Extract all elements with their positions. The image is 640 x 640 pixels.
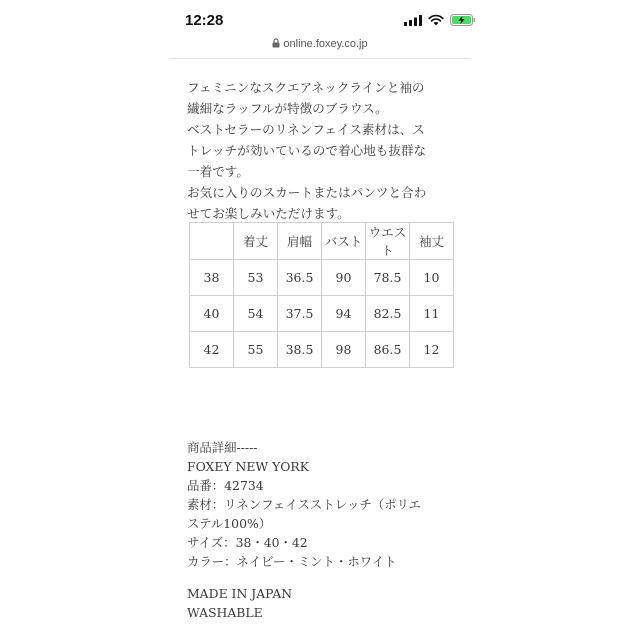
battery-charging-icon [450,14,476,26]
table-cell: 10 [410,260,454,296]
available-sizes: サイズ：38・40・42 [187,535,308,550]
address-display[interactable] [170,38,470,50]
header-cell: ウエスト [366,223,410,260]
status-icons [404,14,476,26]
size-chart-table [189,222,454,368]
description-line: フェミニンなスクエアネックラインと袖の [187,80,425,95]
material-line: 素材：リネンフェイスストレッチ（ポリエ [187,497,422,512]
table-cell: 38.5 [278,332,322,368]
details-heading: 商品詳細----- [187,440,258,455]
product-details [187,438,421,622]
country-of-origin: MADE IN JAPAN [187,586,293,601]
table-row [190,332,454,368]
url-text: online.foxey.co.jp [283,38,368,50]
header-cell: 袖丈 [410,223,454,260]
brand-name: FOXEY NEW YORK [187,459,310,474]
table-cell: 94 [322,296,366,332]
table-cell: 37.5 [278,296,322,332]
table-row [190,260,454,296]
table-cell: 98 [322,332,366,368]
spacer [187,571,421,584]
available-colors: カラー：ネイビー・ミント・ホワイト [187,554,397,569]
table-cell: 82.5 [366,296,410,332]
description-line: トレッチが効いているので着心地も抜群な [187,143,427,158]
table-cell: 90 [322,260,366,296]
table-cell: 53 [234,260,278,296]
cellular-signal-icon [404,15,422,26]
table-cell: 55 [234,332,278,368]
browser-address-bar[interactable] [170,34,470,59]
status-time: 12:28 [185,12,224,29]
table-cell: 12 [410,332,454,368]
description-line: せてお楽しみいただけます。 [187,206,350,221]
table-cell: 54 [234,296,278,332]
product-number: 品番：42734 [187,478,264,493]
wifi-icon [428,14,444,26]
lock-icon [272,38,280,48]
table-cell: 11 [410,296,454,332]
care-note: WASHABLE [187,605,263,620]
header-cell: 着丈 [234,223,278,260]
material-line: ステル100%） [187,516,272,531]
table-row [190,296,454,332]
description-line: お気に入りのスカートまたはパンツと合わ [187,185,427,200]
table-cell: 42 [190,332,234,368]
header-cell: 肩幅 [278,223,322,260]
header-cell: バスト [322,223,366,260]
header-cell [190,223,234,260]
table-cell: 78.5 [366,260,410,296]
description-line: ベストセラーのリネンフェイス素材は、ス [187,122,425,137]
table-cell: 36.5 [278,260,322,296]
table-cell: 38 [190,260,234,296]
product-description [187,77,457,224]
description-line: 繊細なラッフルが特徴のブラウス。 [187,101,388,116]
table-cell: 40 [190,296,234,332]
description-line: 一着です。 [187,164,249,179]
table-header-row [190,223,454,260]
table-cell: 86.5 [366,332,410,368]
